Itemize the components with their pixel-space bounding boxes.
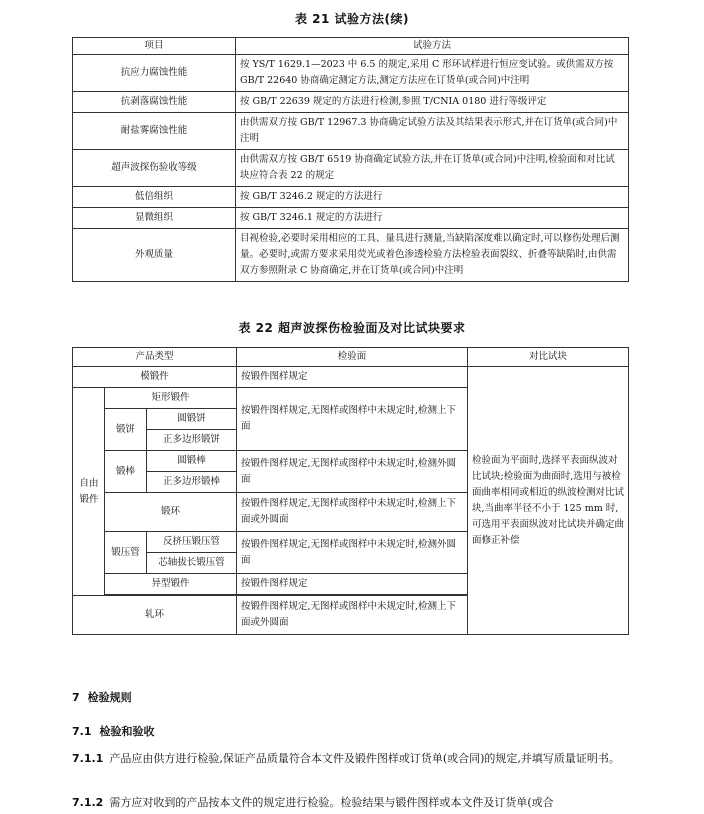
table21-caption: 表 21 试验方法(续) (294, 12, 410, 26)
cell-round-cake: 圆锻饼 (147, 409, 237, 430)
cell-polygon-cake: 正多边形锻饼 (147, 430, 237, 451)
section-7-1-heading (72, 722, 155, 742)
header-inspection-surface: 检验面 (237, 348, 468, 367)
row-method: 按 GB/T 22639 规定的方法进行检测,参照 T/CNIA 0180 进行等级评定 (236, 92, 629, 113)
row-item: 外观质量 (73, 229, 236, 282)
table-row (73, 208, 629, 229)
free-forging-label: 自由锻件 (79, 477, 99, 505)
table-header-row (73, 38, 629, 55)
section-7-heading (72, 688, 132, 708)
table-header-row (73, 348, 629, 367)
header-product-type: 产品类型 (73, 348, 237, 367)
cell-polygon-bar: 正多边形锻棒 (147, 472, 237, 493)
row-method: 由供需双方按 GB/T 12967.3 协商确定试验方法及其结果表示形式,并在订货单(或合同)中注明 (236, 113, 629, 150)
clause-number: 7.1.1 (72, 752, 104, 765)
cell-forged-cake: 锻饼 (105, 409, 147, 451)
row-item: 低倍组织 (73, 187, 236, 208)
section-number: 7 (72, 691, 80, 704)
clause-number: 7.1.2 (72, 796, 104, 809)
cell-inspection: 按锻件图样规定,无图样或图样中未规定时,检测外圆面 (237, 451, 468, 493)
cell-forged-tube: 锻压管 (105, 532, 147, 574)
paragraph-7-1-1 (72, 748, 628, 770)
row-item: 超声波探伤验收等级 (73, 150, 236, 187)
paragraph-7-1-2 (72, 792, 628, 814)
cell-back-extrusion-tube: 反挤压锻压管 (147, 532, 237, 553)
cell-round-bar: 圆锻棒 (147, 451, 237, 472)
header-reference-block: 对比试块 (468, 348, 629, 367)
row-method: 按 GB/T 3246.2 规定的方法进行 (236, 187, 629, 208)
cell-inspection: 按锻件图样规定 (237, 367, 468, 388)
clause-text: 产品应由供方进行检验,保证产品质量符合本文件及锻件图样或订货单(或合同)的规定,并填写质量证明书。 (109, 752, 620, 765)
row-method: 目视检验,必要时采用相应的工具、量具进行测量,当缺陷深度难以确定时,可以修伤处理后测量。必要时,或需方要求采用荧光或着色渗透检验方法检验表面裂纹、折叠等缺陷时,由供需双方参照附录 C 协商确定,并在订货单(或合同)中注明 (236, 229, 629, 282)
row-method: 由供需双方按 GB/T 6519 协商确定试验方法,并在订货单(或合同)中注明,检验面和对比试块应符合表 22 的规定 (236, 150, 629, 187)
cell-reference-block: 检验面为平面时,选择平表面纵波对比试块;检验面为曲面时,选用与被检面曲率相同或相近的纵波检测对比试块,当曲率半径不小于 125 mm 时,可选用平表面纵波对比试块并确定曲面修正补偿 (468, 367, 629, 635)
cell-forged-ring: 锻环 (105, 493, 237, 532)
row-item: 抗应力腐蚀性能 (73, 55, 236, 92)
section-title: 检验和验收 (99, 725, 155, 738)
header-method: 试验方法 (236, 38, 629, 55)
cell-shaped-forging: 异型锻件 (105, 574, 237, 595)
cell-inspection: 按锻件图样规定 (237, 574, 468, 595)
row-item: 显微组织 (73, 208, 236, 229)
cell-free-forging (73, 388, 105, 596)
row-method: 按 YS/T 1629.1—2023 中 6.5 的规定,采用 C 形环试样进行恒应变试验。或供需双方按 GB/T 22640 协商确定测定方法,测定方法应在订货单(或合同)中注明 (236, 55, 629, 92)
row-method: 按 GB/T 3246.1 规定的方法进行 (236, 208, 629, 229)
row-item: 耐盐雾腐蚀性能 (73, 113, 236, 150)
row-item: 抗剥落腐蚀性能 (73, 92, 236, 113)
table-row (73, 187, 629, 208)
table-row (73, 229, 629, 282)
cell-inspection: 按锻件图样规定,无图样或图样中未规定时,检测上下面 (237, 388, 468, 451)
table21 (72, 37, 629, 282)
cell-rolled-ring: 轧环 (73, 596, 237, 635)
table-row (73, 150, 629, 187)
table-row (73, 113, 629, 150)
table22-caption: 表 22 超声波探伤检验面及对比试块要求 (238, 321, 466, 335)
section-number: 7.1 (72, 725, 92, 738)
table-row (73, 367, 629, 388)
header-item: 项目 (73, 38, 236, 55)
cell-mandrel-tube: 芯轴拔长锻压管 (147, 553, 237, 574)
cell-forged-bar: 锻棒 (105, 451, 147, 493)
clause-text: 需方应对收到的产品按本文件的规定进行检验。检验结果与锻件图样或本文件及订货单(或合 (109, 796, 554, 809)
section-title: 检验规则 (87, 691, 132, 704)
cell-inspection: 按锻件图样规定,无图样或图样中未规定时,检测外圆面 (237, 532, 468, 574)
cell-inspection: 按锻件图样规定,无图样或图样中未规定时,检测上下面或外圆面 (237, 596, 468, 635)
cell-rect-forging: 矩形锻件 (105, 388, 237, 409)
table22 (72, 347, 629, 635)
table-row (73, 92, 629, 113)
cell-inspection: 按锻件图样规定,无图样或图样中未规定时,检测上下面或外圆面 (237, 493, 468, 532)
table-row (73, 55, 629, 92)
cell-die-forging: 模锻件 (73, 367, 237, 388)
